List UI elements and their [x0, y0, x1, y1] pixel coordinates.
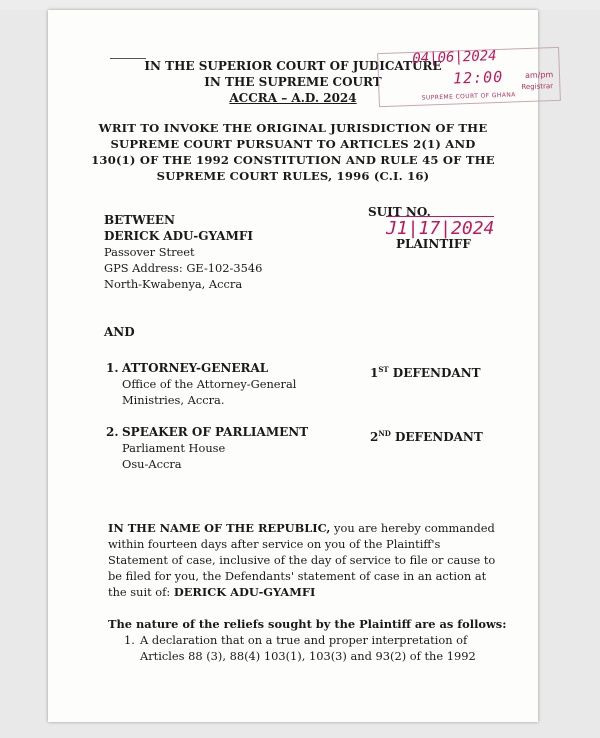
defendant-1-role [370, 362, 481, 381]
suit-number-label: SUIT NO. [368, 205, 431, 219]
defendant-2-role-text: DEFENDANT [390, 430, 483, 444]
defendant-1-address-line2: Ministries, Accra. [122, 393, 225, 407]
court-header-line2: IN THE SUPREME COURT [204, 75, 382, 89]
writ-title-line2: SUPREME COURT PURSUANT TO ARTICLES 2(1) AND [110, 137, 476, 151]
defendant-1-role-num: 1 [370, 366, 379, 380]
document-page [48, 10, 554, 722]
commanded-line5 [108, 584, 518, 600]
republic-lead: IN THE NAME OF THE REPUBLIC, [108, 521, 331, 535]
defendant-1-address-line1: Office of the Attorney-General [122, 377, 297, 391]
commanded-line3: Statement of case, inclusive of the day of service to file or cause to [108, 553, 496, 567]
stamp-ampm: am/pm [524, 70, 554, 81]
relief-1-line1: A declaration that on a true and proper interpretation of [140, 633, 468, 647]
stamp-time: 12:00 [452, 67, 504, 88]
writ-title-line3: 130(1) OF THE 1992 CONSTITUTION AND RULE 45 OF THE [91, 153, 495, 167]
plaintiff-name: DERICK ADU-GYAMFI [104, 229, 254, 243]
plaintiff-role: PLAINTIFF [396, 237, 471, 251]
defendant-2-address-line2: Osu-Accra [122, 457, 182, 471]
writ-title-line1: WRIT TO INVOKE THE ORIGINAL JURISDICTION OF THE [98, 121, 488, 135]
defendant-1-name: ATTORNEY-GENERAL [122, 361, 269, 375]
and-label: AND [104, 325, 135, 339]
commanded-line4: be filed for you, the Defendants' statement of case in an action at [108, 569, 487, 583]
commanded-line1-rest: you are hereby commanded [330, 521, 495, 535]
defendant-2-address-line1: Parliament House [122, 441, 226, 455]
commanded-line1 [108, 520, 518, 536]
defendant-2-role-sup: ND [378, 429, 391, 438]
relief-1-number: 1. [124, 633, 135, 647]
suit-number-value: J1|17|2024 [386, 218, 495, 239]
writ-title-line4: SUPREME COURT RULES, 1996 (C.I. 16) [156, 169, 430, 183]
reliefs-heading: The nature of the reliefs sought by the Plaintiff are as follows: [108, 617, 507, 631]
viewer-top-bar [0, 0, 600, 10]
court-header-year: ACCRA – A.D. 2024 [229, 91, 357, 105]
plaintiff-address-line1: Passover Street [104, 245, 195, 259]
commanded-line2: within fourteen days after service on you of the Plaintiff's [108, 537, 441, 551]
defendant-2-role-num: 2 [370, 430, 379, 444]
court-header-line1: IN THE SUPERIOR COURT OF JUDICATURE [144, 59, 442, 73]
suit-of-prefix: the suit of: [108, 585, 174, 599]
relief-1-line2: Articles 88 (3), 88(4) 103(1), 103(3) and 93(2) of the 1992 [140, 649, 476, 663]
defendant-2-number: 2. [106, 425, 119, 439]
filing-stamp [377, 47, 561, 107]
defendant-1-role-sup: ST [378, 365, 389, 374]
stamp-registrar: Registrar [521, 82, 554, 92]
stamp-date: 04|06|2024 [412, 48, 497, 67]
defendant-1-role-text: DEFENDANT [388, 366, 481, 380]
defendant-2-role [370, 426, 483, 445]
plaintiff-address-line3: North-Kwabenya, Accra [104, 277, 243, 291]
defendant-1-number: 1. [106, 361, 119, 375]
plaintiff-address-line2: GPS Address: GE-102-3546 [104, 261, 263, 275]
defendant-2-name: SPEAKER OF PARLIAMENT [122, 425, 309, 439]
between-label: BETWEEN [104, 213, 175, 227]
stamp-footer: SUPREME COURT OF GHANA [421, 91, 516, 102]
suit-of-name: DERICK ADU-GYAMFI [173, 585, 316, 599]
